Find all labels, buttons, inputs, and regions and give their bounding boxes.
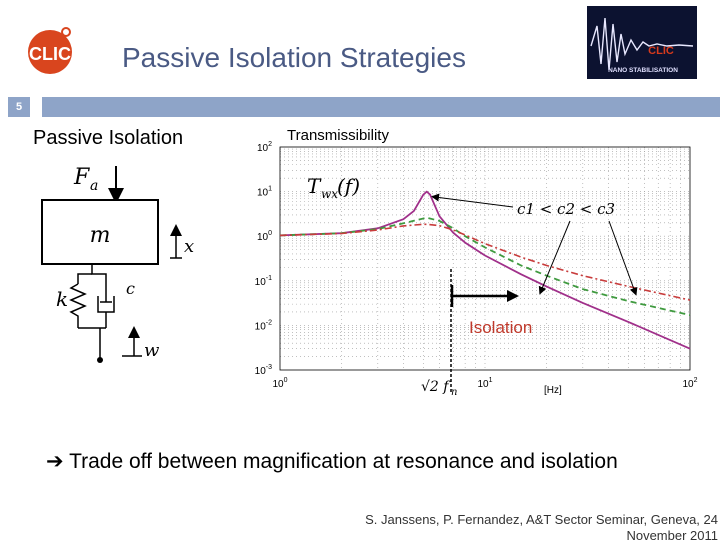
slide-number: 5 — [15, 101, 23, 113]
spring — [71, 284, 85, 328]
spring-label: k — [56, 287, 69, 311]
mount-frame — [92, 264, 106, 284]
header-rule — [42, 97, 720, 117]
y-tick-label: $10^2$ — [256, 141, 272, 154]
curve-label: T — [307, 174, 321, 198]
arrow-icon: ➔ — [46, 450, 64, 473]
x-unit-label: [Hz] — [544, 385, 562, 396]
chart-title: Transmissibility — [287, 127, 389, 144]
damper-label: c — [126, 279, 135, 298]
conclusion — [46, 448, 646, 476]
y-tick-label: $10^1$ — [256, 185, 272, 199]
force-subscript: a — [90, 178, 99, 194]
corner-frequency-subscript: n — [451, 387, 458, 398]
y-tick-label: $10^0$ — [256, 230, 272, 244]
footer-citation: S. Janssens, P. Fernandez, A&T Sector Seminar, Geneva, 24 November 2011 — [365, 512, 718, 543]
force-label: F — [74, 165, 90, 190]
x-tick-label: $10^1$ — [477, 377, 493, 390]
logo-right-subtitle: NANO STABILISATION — [608, 67, 678, 74]
x-tick-label: $10^0$ — [272, 377, 288, 390]
isolation-label: Isolation — [469, 318, 533, 337]
logo-right-text: CLIC — [648, 45, 674, 57]
page-title: Passive Isolation Strategies — [122, 42, 466, 73]
y-tick-label: $10^{-3}$ — [254, 364, 272, 377]
ground-label: w — [144, 340, 160, 361]
damping-relation: c1 < c2 < c3 — [517, 200, 616, 218]
displacement-label: x — [184, 236, 195, 257]
transmissibility-chart — [245, 135, 705, 410]
clic-logo — [20, 20, 90, 82]
curve-label-subscript: wx — [321, 187, 339, 201]
mass-label: m — [89, 223, 111, 248]
nano-stabilisation-logo — [587, 6, 697, 79]
mount-frame-left — [78, 274, 92, 284]
conclusion-text: Trade off between magnification at resonance and isolation — [69, 450, 618, 473]
section-heading: Passive Isolation — [33, 127, 184, 149]
x-tick-label: $10^2$ — [682, 377, 698, 390]
y-tick-label: $10^{-1}$ — [254, 274, 272, 288]
ground-node — [97, 357, 103, 363]
isolation-diagram — [30, 160, 230, 380]
y-tick-label: $10^{-2}$ — [254, 319, 272, 333]
curve-label-argument: (f) — [337, 174, 361, 198]
logo-dot — [62, 28, 70, 36]
corner-frequency-label: √2 f — [421, 379, 449, 395]
logo-text: CLIC — [29, 44, 71, 64]
